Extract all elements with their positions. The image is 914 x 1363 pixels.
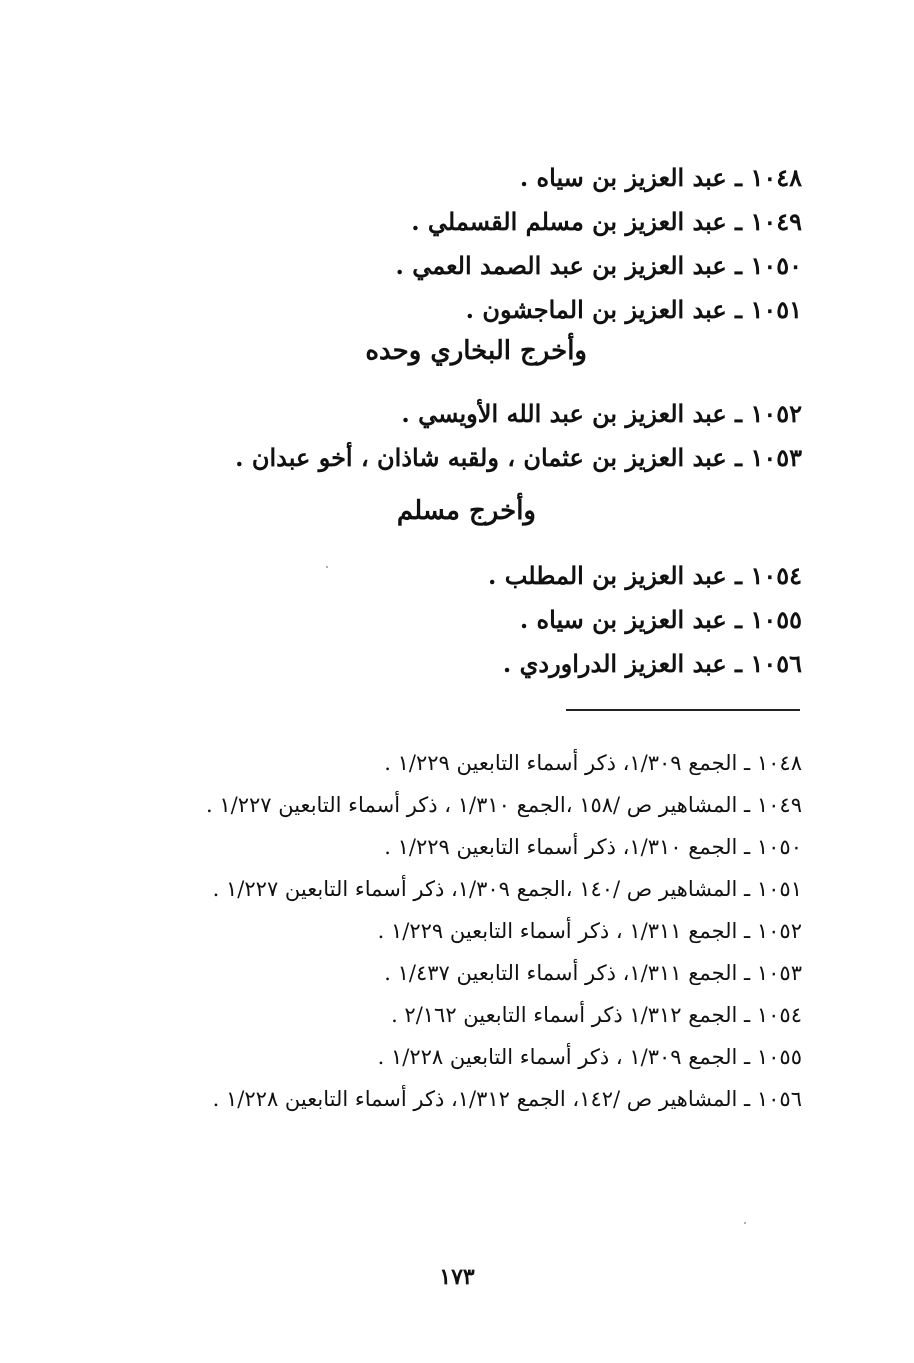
- scan-speck: [326, 566, 328, 568]
- entry-1050: ١٠٥٠ ـ عبد العزيز بن عبد الصمد العمي .: [395, 251, 802, 280]
- entry-1054: ١٠٥٤ ـ عبد العزيز بن المطلب .: [488, 561, 802, 590]
- entry-1051: ١٠٥١ ـ عبد العزيز بن الماجشون .: [465, 295, 802, 324]
- footnote-1051: ١٠٥١ ـ المشاهير ص /١٤٠ ،الجمع ١/٣٠٩، ذكر أسماء التابعين ١/٢٢٧ .: [212, 877, 802, 901]
- entry-1048: ١٠٤٨ ـ عبد العزيز بن سياه .: [519, 163, 802, 192]
- footnote-1053: ١٠٥٣ ـ الجمع ١/٣١١، ذكر أسماء التابعين ١/٤٣٧ .: [384, 961, 802, 985]
- entries-group-1: [396, 156, 803, 332]
- footnote-divider: [566, 709, 800, 711]
- footnote-1055: ١٠٥٥ ـ الجمع ١/٣٠٩ ، ذكر أسماء التابعين ١/٢٢٨ .: [377, 1045, 802, 1069]
- page-number: ١٧٣: [439, 1264, 475, 1290]
- footnote-1048: ١٠٤٨ ـ الجمع ١/٣٠٩، ذكر أسماء التابعين ١/٢٢٩ .: [384, 751, 802, 775]
- entry-1055: ١٠٥٥ ـ عبد العزيز بن سياه .: [519, 605, 802, 634]
- section-heading-muslim: وأخرج مسلم: [396, 496, 536, 526]
- footnote-1050: ١٠٥٠ ـ الجمع ١/٣١٠، ذكر أسماء التابعين ١/٢٢٩ .: [384, 835, 802, 859]
- scan-speck: [744, 1222, 746, 1224]
- footnote-1049: ١٠٤٩ ـ المشاهير ص /١٥٨ ،الجمع ١/٣١٠ ، ذكر أسماء التابعين ١/٢٢٧ .: [206, 793, 802, 817]
- entries-group-3: [488, 554, 802, 686]
- entry-1052: ١٠٥٢ ـ عبد العزيز بن عبد الله الأويسي .: [401, 399, 802, 428]
- entry-1056: ١٠٥٦ ـ عبد العزيز الدراوردي .: [502, 649, 802, 678]
- footnote-1056: ١٠٥٦ ـ المشاهير ص /١٤٢، الجمع ١/٣١٢، ذكر أسماء التابعين ١/٢٢٨ .: [212, 1087, 802, 1111]
- footnote-1052: ١٠٥٢ ـ الجمع ١/٣١١ ، ذكر أسماء التابعين ١/٢٢٩ .: [377, 919, 802, 943]
- entry-1049: ١٠٤٩ ـ عبد العزيز بن مسلم القسملي .: [411, 207, 802, 236]
- section-heading-bukhari: وأخرج البخاري وحده: [365, 336, 587, 366]
- entry-1053: ١٠٥٣ ـ عبد العزيز بن عثمان ، ولقبه شاذان ، أخو عبدان .: [235, 443, 802, 472]
- entries-group-2: [235, 392, 802, 480]
- footnotes: [122, 742, 802, 1120]
- footnote-1054: ١٠٥٤ ـ الجمع ١/٣١٢ ذكر أسماء التابعين ٢/١٦٢ .: [391, 1003, 802, 1027]
